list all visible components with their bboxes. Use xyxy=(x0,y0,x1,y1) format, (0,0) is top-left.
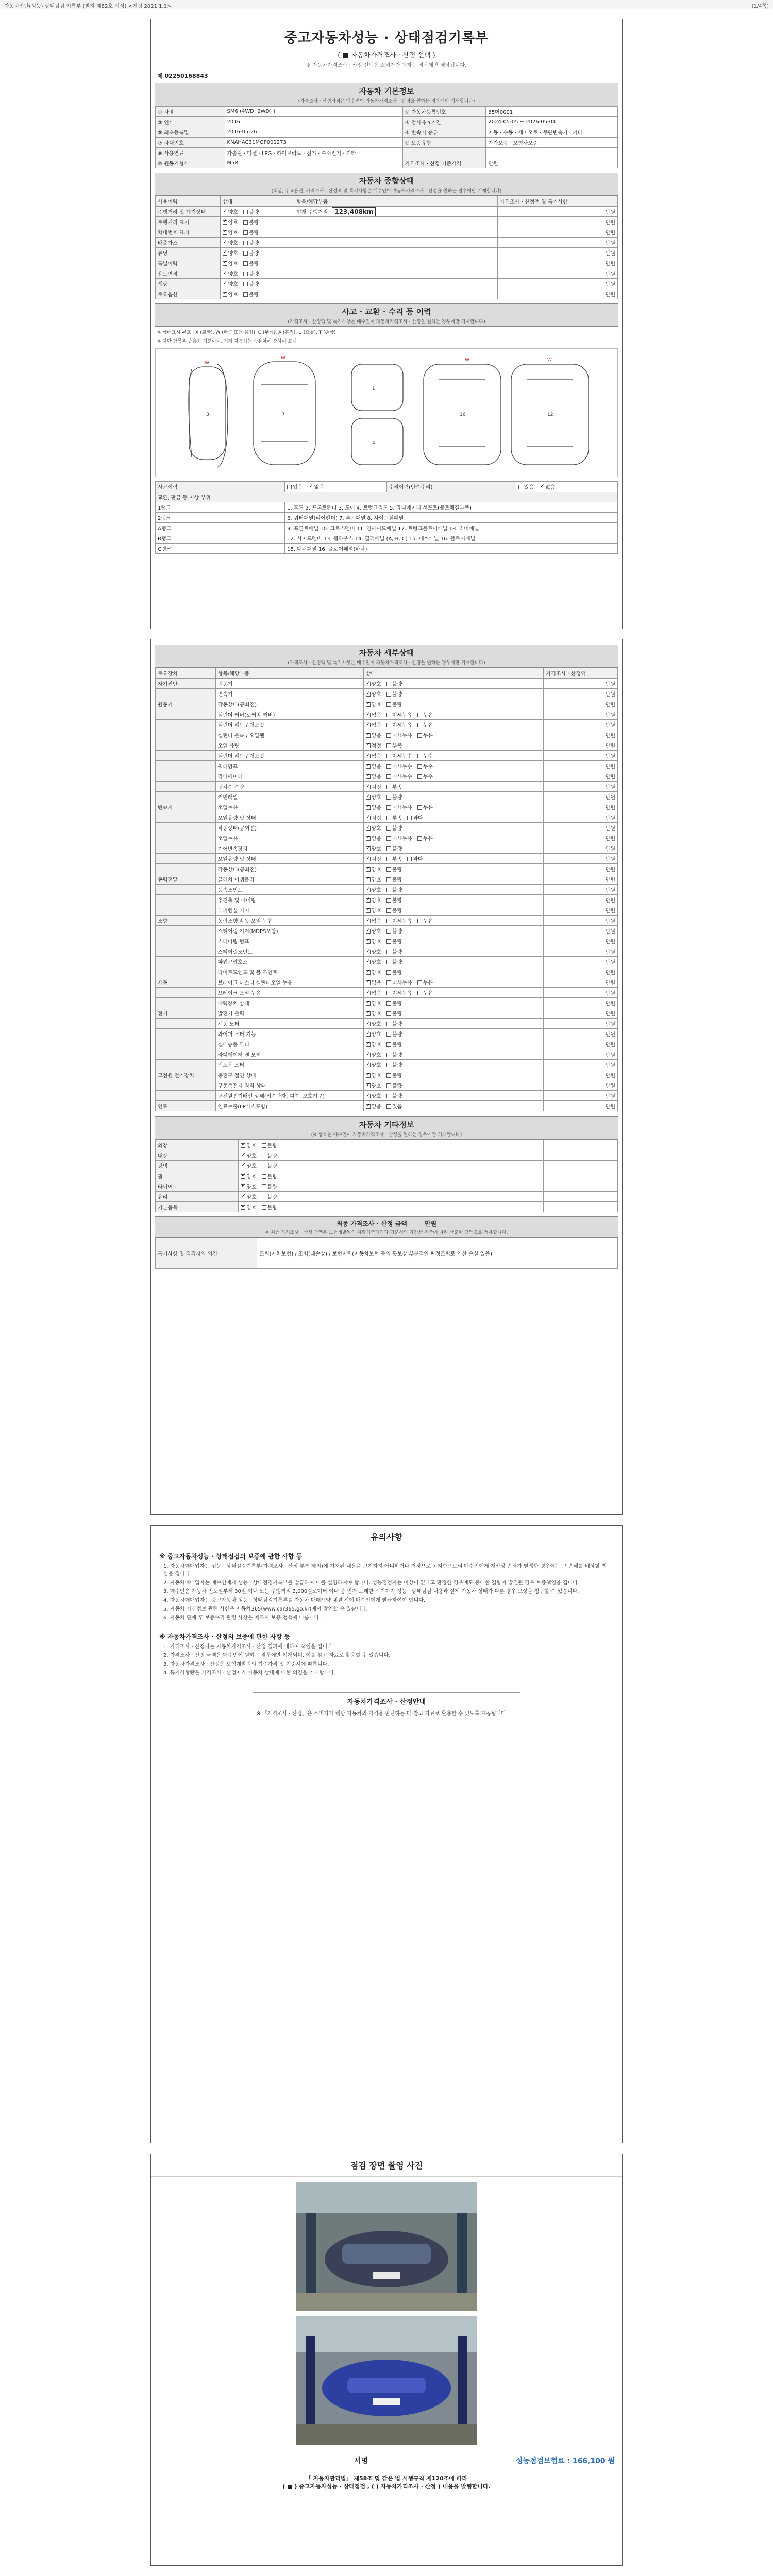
detail-row: 실린더 블록 / 오일팬 ✓ 없음 미세누유 누유 만원 xyxy=(156,730,618,740)
svg-text:4: 4 xyxy=(372,440,375,446)
detail-row: 동력전달 클러치 어셈블리 ✓ 양호 불량 만원 xyxy=(156,874,618,885)
special-notes-label: 특기사항 및 점검자의 의견 xyxy=(156,1238,257,1269)
form-identifier: 자동차진단(성능) 상태점검 기록부 (별지 제82호 서식) <개정 2021.1.1> xyxy=(4,4,172,9)
page-2-detail-status xyxy=(150,639,623,1515)
page-subtitle: ( ■ 자동차가격조사 · 산정 선택 ) xyxy=(338,52,435,59)
page-3-notices: 유의사항 ※ 중고자동차성능 · 상태점검의 보증에 관한 사항 등 1. 자동차매매업자는 성능 · 상태점검기록부(가격조사 · 산정 부분 제외)에 기재된 내용을 고지하지 아니하거나 거짓으로 고지함으로써 매수인에게 재산상 손해가 발생한 경우에는 그 손해를 배상할 책임을 집니다. 2. 자동차매매업자는 매수인에게 성능 · 상태점검기록부를 발급하여 이를 설명하여야 합니다. 성능점검자는 이상이 없다고 판정한 경우에도 중대한 결함이 발견될 경우 보증책임을 집니다. 3. 매수인은 자동차 인도일부터 30일 이내 또는 주행거리 2,000킬로미터 이내 중 먼저 도래한 시기까지 성능 · 상태점검 내용과 실제 자동차 상태가 다른 경우 보상을 청구할 수 있습니다. 4. 자동차매매업자는 중고자동차 성능 · 상태점검기록부를 자동차 매매계약 체결 전에 매수인에게 발급하여야 합니다. 5. 자동차 자산정보 관련 사항은 자동차365(www.car365.go.kr)에서 확인할 수 있습니다. 6. 자동차 판매 후 보증수리 관련 사항은 제조사 보증 정책에 따릅니다. ※ 자동차가격조사 · 산정의 보증에 관한 사항 등 1. 가격조사 · 산정자는 자동차가격조사 · 산정 결과에 대하여 책임을 집니다. 2. 가격조사 · 산정 금액은 매수인이 원하는 경우에만 기재되며, 이를 참고 자료로 활용할 수 있습니다. 3. 자동차가격조사 · 산정은 보험개발원의 기준가격 및 기준서에 따릅니다. 4. 특기사항란은 가격조사 · 산정자가 자동차 상태에 대한 의견을 기재합니다. 자동차가격조사 · 산정안내 ※ 「가격조사 · 산정」은 소비자가 해당 자동차의 가격을 판단하는 데 참고 자료로 활용할 수 있도록 제공됩니다. xyxy=(150,1525,623,2143)
basic-info-table xyxy=(155,106,618,168)
detail-row: 윈도우 모터 ✓ 양호 불량 만원 xyxy=(156,1060,618,1070)
detail-row: 실내송풍 모터 ✓ 양호 불량 만원 xyxy=(156,1039,618,1049)
basic-info-row: ⑦ 차대번호 KNAHAC31MGP001273 ⑧ 보증유형 자가보증 · 보험사보증 xyxy=(156,138,618,148)
document-header-bar xyxy=(0,0,773,9)
svg-text:W: W xyxy=(281,355,285,361)
svg-text:3: 3 xyxy=(206,412,209,417)
detail-status-header: 자동차 세부상태 (가격조사 · 산정액 및 특기사항은 매수인이 자동차가격조사 · 산정을 원하는 경우에만 기재합니다) xyxy=(155,645,618,668)
detail-row: 변속기 오일누유 ✓ 없음 미세누유 누유 만원 xyxy=(156,802,618,812)
detail-row: 작동상태(공회전) ✓ 양호 불량 만원 xyxy=(156,864,618,874)
total-price-header: 최종 가격조사 · 산정 금액 만원 ※ 최종 가격조사 · 산정 금액은 보험개발원의 차량기준가격과 기준서의 가감산 기준에 따라 산출한 금액으로 적용합니다. xyxy=(155,1216,618,1238)
inspection-photo-rear xyxy=(296,2316,477,2445)
page-subnote: ※ 자동차가격조사 · 산정 선택은 소비자가 원하는 경우에만 해당됩니다. xyxy=(306,63,467,69)
col-use-history: 사용이력 xyxy=(156,196,221,207)
svg-text:7: 7 xyxy=(282,412,285,417)
simple-repair-label: 수리이력(단순수리) xyxy=(386,482,516,492)
overall-row: 튜닝 ✓ 양호 불량 만원 xyxy=(156,248,618,258)
basic-info-row: ⑩ 원동기형식 M5R 가격조사 · 산정 기준가격 만원 xyxy=(156,158,618,168)
basic-info-row: ⑤ 최초등록일 2016-05-26 ⑥ 변속기 종류 자동 · 수동 · 세미오토 · 무단변속기 · 기타 xyxy=(156,127,618,138)
detail-row: 냉각수 수량 ✓ 적정 부족 만원 xyxy=(156,782,618,792)
detail-row: 타이로드엔드 및 볼 조인트 ✓ 양호 불량 만원 xyxy=(156,967,618,977)
document-number: 제 02250168843 xyxy=(157,73,208,79)
notices-title: 유의사항 xyxy=(371,1532,402,1542)
overall-row: 용도변경 ✓ 양호 불량 만원 xyxy=(156,268,618,279)
basic-info-row: ③ 연식 2016 ④ 검사유효기간 2024-05-05 ~ 2026-05-04 xyxy=(156,117,618,127)
basic-info-header: 자동차 기본정보 (가격조사 · 산정가격은 매수인이 자동차가격조사 · 산정을 원하는 경우에만 기재합니다) xyxy=(155,83,618,106)
detail-row: 연료 연료누출(LP가스포함) ✓ 없음 있음 만원 xyxy=(156,1101,618,1111)
inspection-photo-front xyxy=(296,2182,477,2311)
svg-text:1: 1 xyxy=(372,386,375,392)
detail-row: 작동상태(공회전) ✓ 양호 불량 만원 xyxy=(156,823,618,833)
special-notes-table xyxy=(155,1238,618,1269)
detail-row: 오일누유 ✓ 없음 미세누유 누유 만원 xyxy=(156,833,618,843)
detail-row: 브레이크 오일 누유 ✓ 없음 미세누유 누유 만원 xyxy=(156,988,618,998)
detail-row: 실린더 커버(로커암 커버) ✓ 없음 미세누유 누유 만원 xyxy=(156,709,618,720)
detail-row: 원동기 작동상태(공회전) ✓ 양호 불량 만원 xyxy=(156,699,618,709)
legend-note-2: ※ 하단 항목은 승용차 기준이며, 기타 자동차는 승용차에 준하여 표시 xyxy=(157,339,297,344)
detail-row: 오일유량 및 상태 ✓ 적정 부족 과다 만원 xyxy=(156,854,618,864)
price-guide-box: 자동차가격조사 · 산정안내 ※ 「가격조사 · 산정」은 소비자가 해당 자동차의 가격을 판단하는 데 참고 자료로 활용할 수 있도록 제공됩니다. xyxy=(253,1692,520,1720)
overall-row: 주행거리 및 계기상태 ✓ 양호 불량 현재 주행거리 123,408km 만원 xyxy=(156,207,618,217)
svg-text:W: W xyxy=(205,361,209,366)
svg-text:W: W xyxy=(547,358,552,363)
other-info-row: 광택 ✓ 양호 불량 xyxy=(156,1161,618,1171)
car-outline-diagram xyxy=(156,349,618,477)
detail-row: 조향 동력조향 작동 오일 누유 ✓ 없음 미세누유 누유 만원 xyxy=(156,916,618,926)
detail-row: 기어변속장치 ✓ 양호 불량 만원 xyxy=(156,843,618,854)
parts-title: 교환, 판금 등 이상 부위 xyxy=(156,492,618,502)
basic-info-row: ⑨ 사용연료 가솔린 · 디젤 · LPG · 하이브리드 · 전기 · 수소전기 · 기타 xyxy=(156,148,618,158)
detail-row: 시동 모터 ✓ 양호 불량 만원 xyxy=(156,1019,618,1029)
detail-row: 오일 유량 ✓ 적정 부족 만원 xyxy=(156,740,618,751)
other-info-row: 타이어 ✓ 양호 불량 xyxy=(156,1181,618,1192)
detail-row: 스티어링조인트 ✓ 양호 불량 만원 xyxy=(156,946,618,957)
special-notes-text: 조회(자차보험) / 조회(대손상) / 보험이력(자동차보험 등의 통보상 부분적인 판정조회로 인한 손실 있음) xyxy=(257,1238,618,1269)
overall-row: 차대번호 표기 ✓ 양호 불량 만원 xyxy=(156,227,618,238)
detail-row: 변속기 ✓ 양호 불량 만원 xyxy=(156,689,618,699)
accident-summary-table: 사고이력 있음 ✓없음 수리이력(단순수리) 있음 ✓없음 교환, 판금 등 이상 부위 1랭크 1. 후드 2. 프론트펜더 3. 도어 4. 트렁크리드 5. 라디에이터 서포트(볼트체결부품) 2랭크 6. 쿼터패널(리어펜더) 7. 루프패널 8. 사이드실패널 A랭크 9. 프론트패널 10. 크로스멤버 11. 인사이드패널 17. 트렁크플로어패널 18. 리어패널 B랭크 12. 사이드멤버 13. 휠하우스 14. 필러패널 (A, B, C) 15. 대쉬패널 16. 플로어패널 C랭크 15. 대쉬패널 16. 플로어패널(바닥) xyxy=(155,481,618,554)
svg-text:12: 12 xyxy=(547,412,553,417)
detail-row: 전기 발전기 출력 ✓ 양호 불량 만원 xyxy=(156,1008,618,1019)
svg-text:16: 16 xyxy=(460,412,466,417)
other-info-header: 자동차 기타정보 (※ 항목은 매수인이 자동차가격조사 · 산정을 원하는 경우에만 기재합니다) xyxy=(155,1116,618,1140)
basic-info-row: ① 차명 SM6 (4WD, 2WD) ) ② 자동차등록번호 65머0001 xyxy=(156,107,618,117)
col-price: 가격조사 · 산정액 및 특기사항 xyxy=(497,196,617,207)
other-info-row: 내장 ✓ 양호 불량 xyxy=(156,1150,618,1161)
overall-row: 주행거리 표시 ✓ 양호 불량 만원 xyxy=(156,217,618,227)
detail-row: 오일유량 및 상태 ✓ 적정 부족 과다 만원 xyxy=(156,812,618,823)
detail-row: 커먼레일 ✓ 양호 불량 만원 xyxy=(156,792,618,802)
issuance-statement: 「 자동차관리법」 제58조 및 같은 법 시행규칙 제120조에 따라 ( ■ ) 중고자동차성능 · 상태점검 , ( ) 자동차가격조사 · 산정 ) 내용을 발행합니다. xyxy=(282,2475,491,2490)
accident-history-header: 사고 · 교환 · 수리 등 이력 (가격조사 · 산정액 및 특기사항은 매수인이 자동차가격조사 · 산정을 원하는 경우에만 기재합니다) xyxy=(155,303,618,327)
detail-row: 추진축 및 베어링 ✓ 양호 불량 만원 xyxy=(156,895,618,905)
mileage-value: 123,408km xyxy=(332,207,376,216)
overall-status-header: 자동차 종합상태 (색상, 주요옵션, 가격조사 · 산정액 및 특기사항은 매수인이 자동차가격조사 · 산정을 원하는 경우에만 기재합니다) xyxy=(155,173,618,196)
other-info-row: 휠 ✓ 양호 불량 xyxy=(156,1171,618,1181)
overall-status-table xyxy=(155,196,618,299)
detail-row: 워터펌프 ✓ 없음 미세누수 누수 만원 xyxy=(156,761,618,771)
legend-note: ※ 상태표시 부호 : X (교환), W (판금 또는 용접), C (부식), A (흠집), U (요철), T (손상) xyxy=(157,330,336,335)
detail-status-table: 주요장치 항목/해당부품 상태 가격조사 · 산정액 자기진단 원동기 ✓ 양호 불량 만원 변속기 ✓ 양호 불량 만원 원동기 작동상태(공회전) ✓ 양호 불량 만원 실린더 커버(로커암 커버) ✓ 없음 미세누유 누유 만원 실린더 헤드 / 개스킷 ✓ 없음 미세누유 누유 만원 실린더 블록 / 오일팬 ✓ 없음 미세누유 누유 만원 오일 유량 ✓ 적정 부족 만원 실린더 헤드 / 개스킷 ✓ 없음 미세누수 누수 만원 워터펌프 ✓ 없음 미세누수 누수 만원 라디에이터 ✓ 없음 미세누수 누수 만원 냉각수 수량 ✓ 적정 부족 만원 커먼레일 ✓ 양호 불량 만원 변속기 오일누유 ✓ 없음 미세누유 누유 만원 오일유량 및 상태 ✓ 적정 부족 과다 만원 작동상태(공회전) ✓ 양호 불량 만원 오일누유 ✓ 없음 미세누유 누유 만원 기어변속장치 ✓ 양호 불량 만원 오일유량 및 상태 ✓ 적정 부족 과다 만원 작동상태(공회전) ✓ 양호 불량 만원 동력전달 클러치 어셈블리 ✓ 양호 불량 만원 등속조인트 ✓ 양호 불량 만원 추진축 및 베어링 ✓ 양호 불량 만원 디퍼렌셜 기어 ✓ 양호 불량 만원 조향 동력조향 작동 오일 누유 ✓ 없음 미세누유 누유 만원 스티어링 기어(MDPS포함) ✓ 양호 불량 만원 스티어링 펌프 ✓ 양호 불량 만원 스티어링조인트 ✓ 양호 불량 만원 파워고압호스 ✓ 양호 불량 만원 타이로드엔드 및 볼 조인트 ✓ 양호 불량 만원 제동 브레이크 마스터 실린더오일 누유 ✓ 없음 미세누유 누유 만원 브레이크 오일 누유 ✓ 없음 미세누유 누유 만원 배력장치 상태 ✓ 양호 불량 만원 전기 발전기 출력 ✓ 양호 불량 만원 시동 모터 ✓ 양호 불량 만원 와이퍼 모터 기능 ✓ 양호 불량 만원 실내송풍 모터 ✓ 양호 불량 만원 라디에이터 팬 모터 ✓ 양호 불량 만원 윈도우 모터 ✓ 양호 불량 만원 고전원 전기장치 충전구 절연 상태 ✓ 양호 불량 만원 구동축전지 격리 상태 ✓ 양호 불량 만원 고전원전기배선 상태(접속단자, 피복, 보호기구) ✓ 양호 불량 만원 연료 연료누출(LP가스포함) ✓ 없음 있음 만원 xyxy=(155,668,618,1111)
detail-row: 등속조인트 ✓ 양호 불량 만원 xyxy=(156,885,618,895)
other-info-row: 기본품목 ✓ 양호 불량 xyxy=(156,1202,618,1212)
other-info-table xyxy=(155,1140,618,1212)
inspection-fee: 성능점검보험료 : 166,100 원 xyxy=(515,2457,615,2465)
page-1-inspection-record xyxy=(150,19,623,629)
col-status: 상태 xyxy=(220,196,294,207)
accident-history-label: 사고이력 xyxy=(156,482,285,492)
signature-row xyxy=(151,2450,622,2471)
overall-row: 특별이력 ✓ 양호 불량 만원 xyxy=(156,258,618,268)
detail-row: 라디에이터 ✓ 없음 미세누수 누수 만원 xyxy=(156,771,618,782)
detail-row: 스티어링 펌프 ✓ 양호 불량 만원 xyxy=(156,936,618,946)
photos-title: 점검 장면 촬영 사진 xyxy=(151,2154,622,2177)
notices-heading-1: ※ 중고자동차성능 · 상태점검의 보증에 관한 사항 등 xyxy=(159,1553,303,1560)
detail-row: 자기진단 원동기 ✓ 양호 불량 만원 xyxy=(156,679,618,689)
page-4-photos xyxy=(150,2154,623,2566)
detail-row: 실린더 헤드 / 개스킷 ✓ 없음 미세누유 누유 만원 xyxy=(156,720,618,730)
signature-label: 서명 xyxy=(354,2457,368,2465)
detail-row: 스티어링 기어(MDPS포함) ✓ 양호 불량 만원 xyxy=(156,926,618,936)
detail-row: 파워고압호스 ✓ 양호 불량 만원 xyxy=(156,957,618,967)
overall-row: 주요옵션 ✓ 양호 불량 만원 xyxy=(156,289,618,299)
detail-row: 구동축전지 격리 상태 ✓ 양호 불량 만원 xyxy=(156,1080,618,1091)
notices-heading-2: ※ 자동차가격조사 · 산정의 보증에 관한 사항 등 xyxy=(159,1633,291,1640)
detail-row: 실린더 헤드 / 개스킷 ✓ 없음 미세누수 누수 만원 xyxy=(156,751,618,761)
detail-row: 고전원전기배선 상태(접속단자, 피복, 보호기구) ✓ 양호 불량 만원 xyxy=(156,1091,618,1101)
detail-row: 고전원 전기장치 충전구 절연 상태 ✓ 양호 불량 만원 xyxy=(156,1070,618,1080)
detail-row: 라디에이터 팬 모터 ✓ 양호 불량 만원 xyxy=(156,1049,618,1060)
detail-row: 배력장치 상태 ✓ 양호 불량 만원 xyxy=(156,998,618,1008)
col-item: 항목/해당부품 xyxy=(294,196,498,207)
page-title: 중고자동차성능 · 상태점검기록부 xyxy=(284,30,489,46)
overall-row: 배출가스 ✓ 양호 불량 만원 xyxy=(156,238,618,248)
detail-row: 제동 브레이크 마스터 실린더오일 누유 ✓ 없음 미세누유 누유 만원 xyxy=(156,977,618,988)
other-info-row: 외장 ✓ 양호 불량 xyxy=(156,1140,618,1150)
detail-row: 와이퍼 모터 기능 ✓ 양호 불량 만원 xyxy=(156,1029,618,1039)
overall-row: 색상 ✓ 양호 불량 만원 xyxy=(156,279,618,289)
detail-row: 디퍼렌셜 기어 ✓ 양호 불량 만원 xyxy=(156,905,618,916)
other-info-row: 유리 ✓ 양호 불량 xyxy=(156,1192,618,1202)
page-indicator: (1/4쪽) xyxy=(751,4,769,9)
svg-text:W: W xyxy=(465,358,469,363)
vehicle-damage-diagram xyxy=(155,348,618,477)
